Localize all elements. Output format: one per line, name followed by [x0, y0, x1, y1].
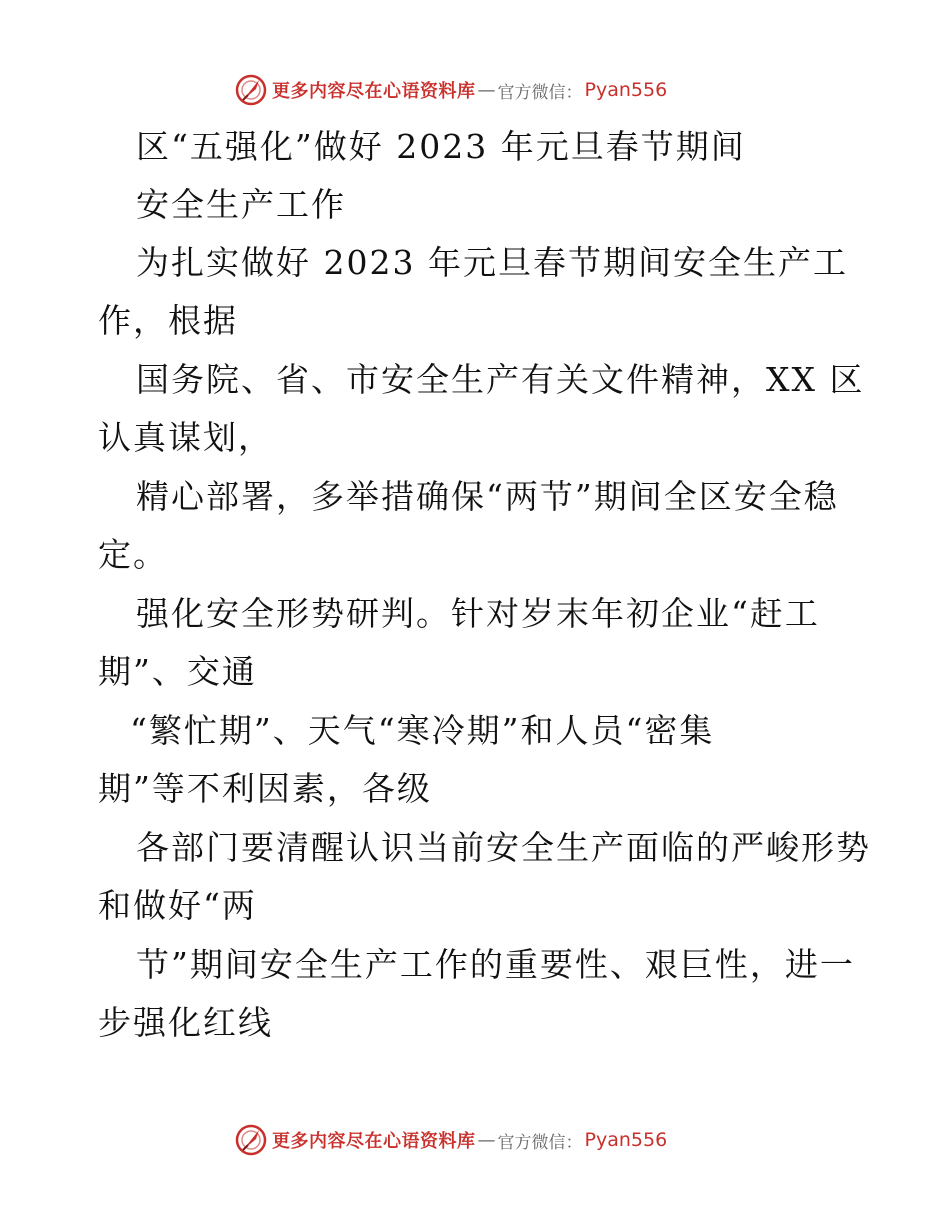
- paragraph-line: 期”、交通: [98, 652, 257, 691]
- watermark-label: 官方微信：: [497, 82, 583, 103]
- paragraph-line: 认真谋划，: [98, 418, 273, 457]
- paragraph-line: 强化安全形势研判。针对岁末年初企业“赶工: [136, 594, 820, 633]
- quill-logo-icon: [234, 73, 268, 107]
- paragraph-line: 定。: [98, 535, 168, 574]
- watermark-text: 更多内容尽在心语资料库: [272, 1131, 476, 1152]
- paragraph-line: 精心部署，多举措确保“两节”期间全区安全稳: [136, 477, 839, 516]
- title-line-1: 区“五强化”做好 2023 年元旦春节期间: [136, 127, 746, 166]
- footer-watermark: [234, 1122, 667, 1158]
- paragraph-line: 为扎实做好 2023 年元旦春节期间安全生产工: [136, 243, 848, 282]
- watermark-label: 官方微信：: [497, 1132, 583, 1153]
- watermark-dash: —: [477, 79, 496, 101]
- paragraph-line: “繁忙期”、天气“寒冷期”和人员“密集: [130, 711, 715, 750]
- header-watermark: [234, 72, 667, 108]
- paragraph-line: 步强化红线: [98, 1003, 273, 1042]
- paragraph-line: 作，根据: [98, 301, 238, 340]
- paragraph-line: 国务院、省、市安全生产有关文件精神，XX 区: [136, 360, 865, 399]
- watermark-wechat-id: Pyan556: [584, 79, 668, 101]
- paragraph-line: 和做好“两: [98, 886, 257, 925]
- title-line-2: 安全生产工作: [136, 185, 346, 224]
- watermark-text: 更多内容尽在心语资料库: [272, 81, 476, 102]
- paragraph-line: 节”期间安全生产工作的重要性、艰巨性，进一: [136, 945, 855, 984]
- paragraph-line: 各部门要清醒认识当前安全生产面临的严峻形势: [136, 828, 871, 867]
- watermark-wechat-id: Pyan556: [584, 1129, 668, 1151]
- quill-logo-icon: [234, 1123, 268, 1157]
- paragraph-line: 期”等不利因素，各级: [98, 769, 432, 808]
- watermark-dash: —: [477, 1129, 496, 1151]
